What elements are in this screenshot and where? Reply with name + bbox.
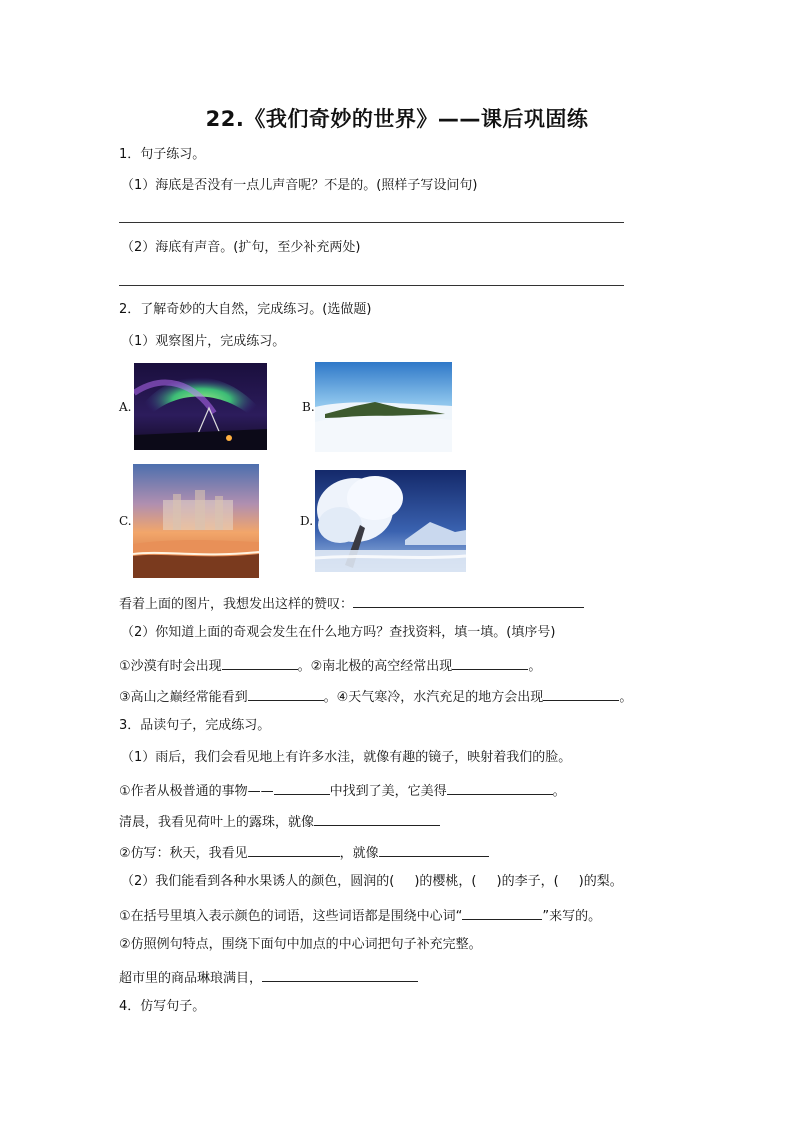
q3-s6: 超市里的商品琳琅满目，	[119, 971, 263, 986]
image-d-label: D.	[300, 514, 314, 528]
q3-s1c: 。	[552, 784, 566, 799]
q3-blank-6[interactable]	[462, 905, 542, 920]
q3-s4b: ”来写的。	[542, 909, 602, 924]
q1-part1: （1）海底是否没有一点儿声音呢？不是的。(照样子写设问句)	[121, 178, 478, 193]
fill-blank-3[interactable]	[248, 686, 324, 701]
q3-heading: 3．品读句子，完成练习。	[119, 718, 271, 733]
q3-p2a: （2）我们能看到各种水果诱人的颜色，圆润的(	[121, 874, 395, 889]
image-a-label: A.	[119, 400, 132, 414]
sea-of-clouds-photo	[315, 362, 452, 452]
fill-2b: 。④天气寒冷，水汽充足的地方会出现	[323, 690, 544, 705]
image-c-label: C.	[119, 514, 132, 528]
q3-s4-line	[119, 905, 601, 926]
image-b-label: B.	[302, 400, 315, 414]
fill-2a: ③高山之巅经常能看到	[119, 690, 248, 705]
q3-s6-line	[119, 967, 418, 988]
q3-blank-7[interactable]	[262, 967, 418, 982]
q1-heading: 1．句子练习。	[119, 147, 206, 162]
q3-s1a: ①作者从极普通的事物——	[119, 784, 274, 799]
fill-1b: 。②南北极的高空经常出现	[297, 659, 453, 674]
fill-line-2	[119, 686, 632, 707]
answer-line-q1-1[interactable]	[119, 222, 624, 223]
q3-blank-4[interactable]	[248, 842, 340, 857]
fill-blank-1[interactable]	[222, 655, 298, 670]
q3-blank-2[interactable]	[447, 780, 553, 795]
page-title: 22.《我们奇妙的世界》——课后巩固练	[205, 107, 589, 131]
fill-blank-2[interactable]	[452, 655, 528, 670]
q2-heading: 2．了解奇妙的大自然，完成练习。(选做题)	[119, 302, 372, 317]
fill-2c: 。	[619, 690, 633, 705]
exclaim-line	[119, 593, 584, 614]
q3-p2b: )的樱桃，(	[414, 874, 477, 889]
q3-s3b: ，就像	[339, 846, 379, 861]
q3-blank-1[interactable]	[274, 780, 330, 795]
q3-s1b: 中找到了美，它美得	[329, 784, 447, 799]
fill-line-1	[119, 655, 541, 676]
answer-line-q1-2[interactable]	[119, 285, 624, 286]
q3-s4a: ①在括号里填入表示颜色的词语，这些词语都是围绕中心词“	[119, 909, 463, 924]
q3-p2c: )的李子，(	[496, 874, 559, 889]
rime-frost-photo	[315, 470, 466, 572]
q4-heading: 4．仿写句子。	[119, 999, 206, 1014]
fill-1a: ①沙漠有时会出现	[119, 659, 222, 674]
q3-p2d: )的梨。	[578, 874, 623, 889]
q1-part2: （2）海底有声音。(扩句，至少补充两处)	[121, 240, 361, 255]
q3-s3-line	[119, 842, 489, 863]
q2-part1: （1）观察图片，完成练习。	[121, 334, 286, 349]
exclaim-blank[interactable]	[353, 593, 584, 608]
q2-part2: （2）你知道上面的奇观会发生在什么地方吗？查找资料，填一填。(填序号)	[121, 625, 556, 640]
exclaim-text: 看着上面的图片，我想发出这样的赞叹：	[119, 597, 354, 612]
fill-blank-4[interactable]	[543, 686, 619, 701]
mirage-photo	[133, 464, 259, 578]
q3-s5: ②仿照例句特点，围绕下面句中加点的中心词把句子补充完整。	[119, 937, 482, 952]
fill-1c: 。	[528, 659, 542, 674]
q3-s2: 清晨，我看见荷叶上的露珠，就像	[119, 815, 315, 830]
q3-part2	[121, 873, 623, 891]
q3-part1: （1）雨后，我们会看见地上有许多水洼，就像有趣的镜子，映射着我们的脸。	[121, 750, 572, 765]
q3-blank-5[interactable]	[379, 842, 489, 857]
aurora-photo	[134, 363, 267, 450]
q3-s2-line	[119, 811, 440, 832]
q3-s1	[119, 780, 566, 801]
q3-s3a: ②仿写：秋天，我看见	[119, 846, 248, 861]
q3-blank-3[interactable]	[314, 811, 440, 826]
